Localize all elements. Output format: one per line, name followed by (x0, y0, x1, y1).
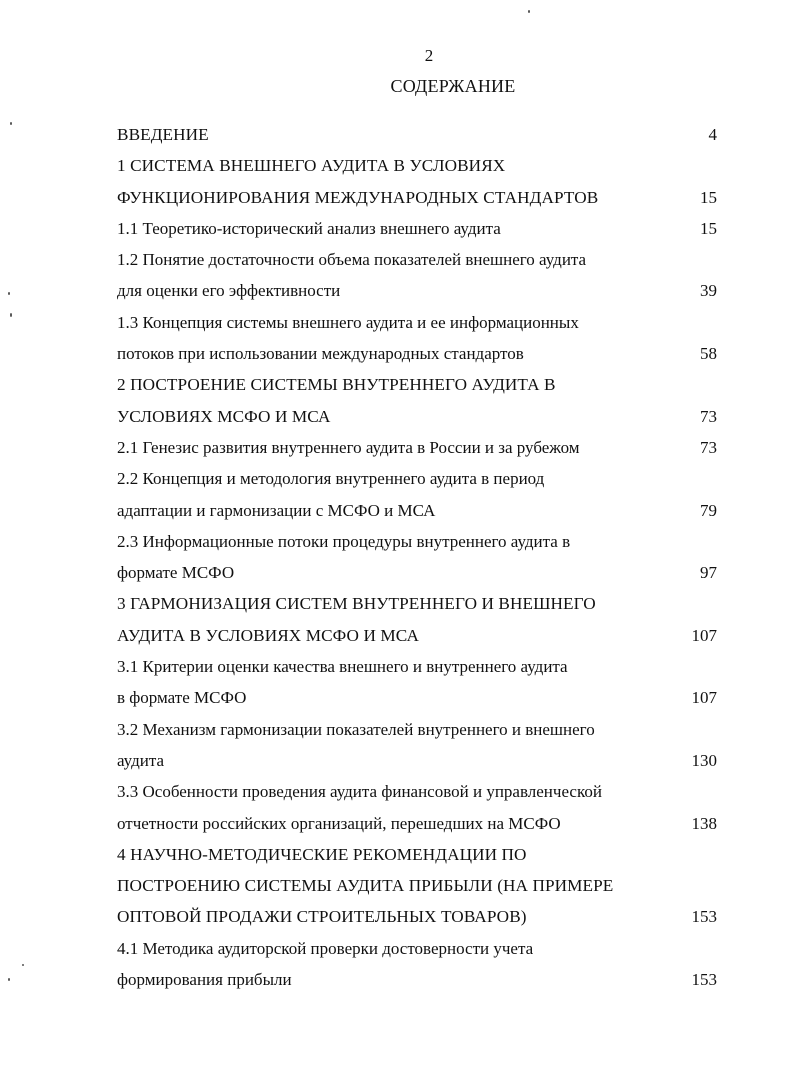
toc-entry-page: 153 (691, 970, 717, 990)
toc-entry-page: 15 (700, 218, 717, 238)
toc-entry-title: 2.2 Концепция и методология внутреннего аудита в период адаптации и гармонизации с МСФО и МСА (117, 469, 545, 520)
toc-entry-chapter-1 (117, 150, 717, 213)
toc-entry-title: 4 НАУЧНО-МЕТОДИЧЕСКИЕ РЕКОМЕНДАЦИИ ПО ПОСТРОЕНИЮ СИСТЕМЫ АУДИТА ПРИБЫЛИ (НА ПРИМЕРЕ ОПТОВОЙ ПРОДАЖИ СТРОИТЕЛЬНЫХ ТОВАРОВ) (117, 844, 614, 927)
toc-entry-page: 107 (691, 625, 717, 645)
toc-entry-page: 79 (700, 500, 717, 520)
toc-entry-section-4-1 (117, 933, 717, 996)
toc-entry-page: 153 (691, 907, 717, 927)
toc-entry-title: 2 ПОСТРОЕНИЕ СИСТЕМЫ ВНУТРЕННЕГО АУДИТА В УСЛОВИЯХ МСФО И МСА (117, 375, 556, 426)
toc-entry-title: ВВЕДЕНИЕ (117, 125, 209, 144)
toc-entry-page: 130 (691, 750, 717, 770)
toc-entry-title: 1.3 Концепция системы внешнего аудита и ее информационных потоков при использовании международных стандартов (117, 312, 579, 364)
toc-entry-section-1-1 (117, 213, 717, 244)
toc-entry-page: 138 (691, 813, 717, 833)
toc-entry-title: 1.2 Понятие достаточности объема показателей внешнего аудита для оценки его эффективности (117, 250, 587, 301)
toc-entry-page: 73 (700, 406, 717, 426)
scan-speck (528, 10, 530, 13)
toc-entry-page: 15 (700, 187, 717, 207)
scan-speck (8, 978, 10, 981)
scan-speck (8, 292, 10, 295)
toc-entry-title: 2.1 Генезис развития внутреннего аудита в России и за рубежом (117, 437, 580, 457)
toc-entry-page: 58 (700, 344, 717, 364)
toc-entry-chapter-2 (117, 369, 717, 432)
toc-entry-title: 1.1 Теоретико-исторический анализ внешнего аудита (117, 218, 501, 238)
toc-entry-section-1-3 (117, 307, 717, 370)
scan-speck (10, 122, 12, 125)
toc-entry-title: 3.1 Критерии оценки качества внешнего и внутреннего аудита в формате МСФО (117, 657, 568, 708)
toc-entry-section-2-1 (117, 432, 717, 463)
toc-entry-title: 3 ГАРМОНИЗАЦИЯ СИСТЕМ ВНУТРЕННЕГО И ВНЕШНЕГО АУДИТА В УСЛОВИЯХ МСФО И МСА (117, 594, 596, 645)
toc-entry-page: 73 (700, 437, 717, 457)
toc-entry-chapter-4 (117, 839, 717, 933)
toc-entry-chapter-3 (117, 588, 717, 651)
toc-entry-page: 4 (708, 125, 717, 144)
toc-entry-introduction (117, 119, 717, 150)
toc-entry-title: 3.2 Механизм гармонизации показателей внутреннего и внешнего аудита (117, 719, 595, 770)
table-of-contents (117, 119, 717, 995)
toc-entry-section-2-2 (117, 463, 717, 526)
toc-entry-page: 39 (700, 281, 717, 301)
page-number: 2 (424, 46, 434, 65)
toc-entry-section-3-1 (117, 651, 717, 714)
toc-entry-page: 97 (700, 563, 717, 583)
scan-speck (22, 964, 24, 966)
toc-title: СОДЕРЖАНИЕ (390, 76, 516, 96)
toc-entry-title: 4.1 Методика аудиторской проверки достоверности учета формирования прибыли (117, 938, 534, 990)
toc-entry-title: 3.3 Особенности проведения аудита финансовой и управленческой отчетности российских организаций, перешедших на МСФО (117, 782, 602, 833)
toc-entry-section-3-2 (117, 714, 717, 777)
toc-entry-section-3-3 (117, 776, 717, 839)
scan-speck (10, 313, 12, 317)
toc-entry-title: 1 СИСТЕМА ВНЕШНЕГО АУДИТА В УСЛОВИЯХ ФУНКЦИОНИРОВАНИЯ МЕЖДУНАРОДНЫХ СТАНДАРТОВ (117, 156, 599, 207)
toc-entry-page: 107 (691, 688, 717, 708)
toc-entry-title: 2.3 Информационные потоки процедуры внутреннего аудита в формате МСФО (117, 531, 571, 583)
toc-entry-section-1-2 (117, 244, 717, 307)
toc-entry-section-2-3 (117, 526, 717, 589)
